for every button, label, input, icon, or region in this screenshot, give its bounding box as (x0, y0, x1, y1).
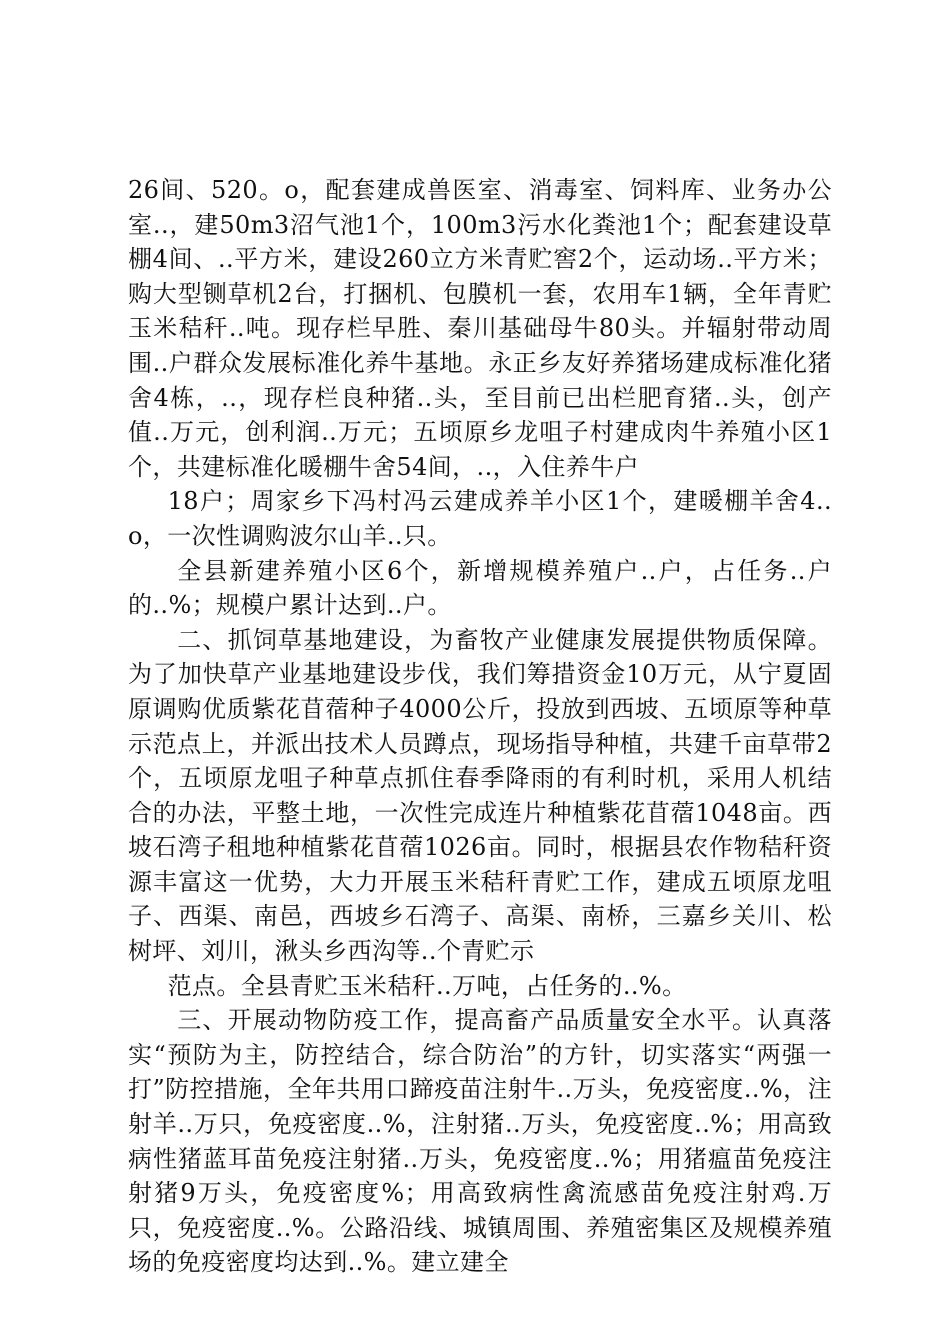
paragraph-epidemic-prevention: 三、开展动物防疫工作，提高畜产品质量安全水平。认真落实“预防为主，防控结合，综合防治”的方针，切实落实“两强一打”防控措施，全年共用口蹄疫苗注射牛..万头，免疫密度..%，注射羊..万只，免疫密度..%，注射猪..万头，免疫密度..%；用高致病性猪蓝耳苗免疫注射猪..万头，免疫密度..%；用猪瘟苗免疫注射猪9万头，免疫密度%；用高致病性禽流感苗免疫注射鸡.万只，免疫密度..%。公路沿线、城镇周围、养殖密集区及规模养殖场的免疫密度均达到..%。建立建全 (128, 1006, 832, 1277)
paragraph-forage-base: 二、抓饲草基地建设，为畜牧产业健康发展提供物质保障。为了加快草产业基地建设步伐，我们筹措资金10万元，从宁夏固原调购优质紫花苜蓿种子4000公斤，投放到西坡、五顷原等种草示范点上，并派出技术人员蹲点，现场指导种植，共建千亩草带2个，五顷原龙咀子种草点抓住春季降雨的有利时机，采用人机结合的办法，平整土地，一次性完成连片种植紫花苜蓿1048亩。西坡石湾子租地种植紫花苜蓿1026亩。同时，根据县农作物秸秆资源丰富这一优势，大力开展玉米秸秆青贮工作，建成五顷原龙咀子、西渠、南邑，西坡乡石湾子、高渠、南桥，三嘉乡关川、松树坪、刘川，湫头乡西沟等..个青贮示 (128, 625, 832, 966)
paragraph-breeding-summary: 全县新建养殖小区6个，新增规模养殖户..户，占任务..户的..%；规模户累计达到..户。 (128, 556, 832, 620)
paragraph-silage-summary: 范点。全县青贮玉米秸秆..万吨，占任务的..%。 (167, 971, 687, 1000)
paragraph-sheep-district: 18户；周家乡下冯村冯云建成养羊小区1个，建暖棚羊舍4..o，一次性调购波尔山羊..只。 (128, 487, 832, 550)
document-body (128, 173, 832, 1280)
paragraph-livestock-facilities: 26间、520。o，配套建成兽医室、消毒室、饲料库、业务办公室..，建50m3沼气池1个，100m3污水化粪池1个；配套建设草棚4间、..平方米，建设260立方米青贮窖2个，运动场..平方米；购大型铡草机2台，打捆机、包膜机一套，农用车1辆，全年青贮玉米秸秆..吨。现存栏早胜、秦川基础母牛80头。并辐射带动周围..户群众发展标准化养牛基地。永正乡友好养猪场建成标准化猪舍4栋，..，现存栏良种猪..头，至目前已出栏肥育猪..头，创产值..万元，创利润..万元；五顷原乡龙咀子村建成肉牛养殖小区1个，共建标准化暖棚牛舍54间，..，入住养牛户 (128, 176, 832, 481)
